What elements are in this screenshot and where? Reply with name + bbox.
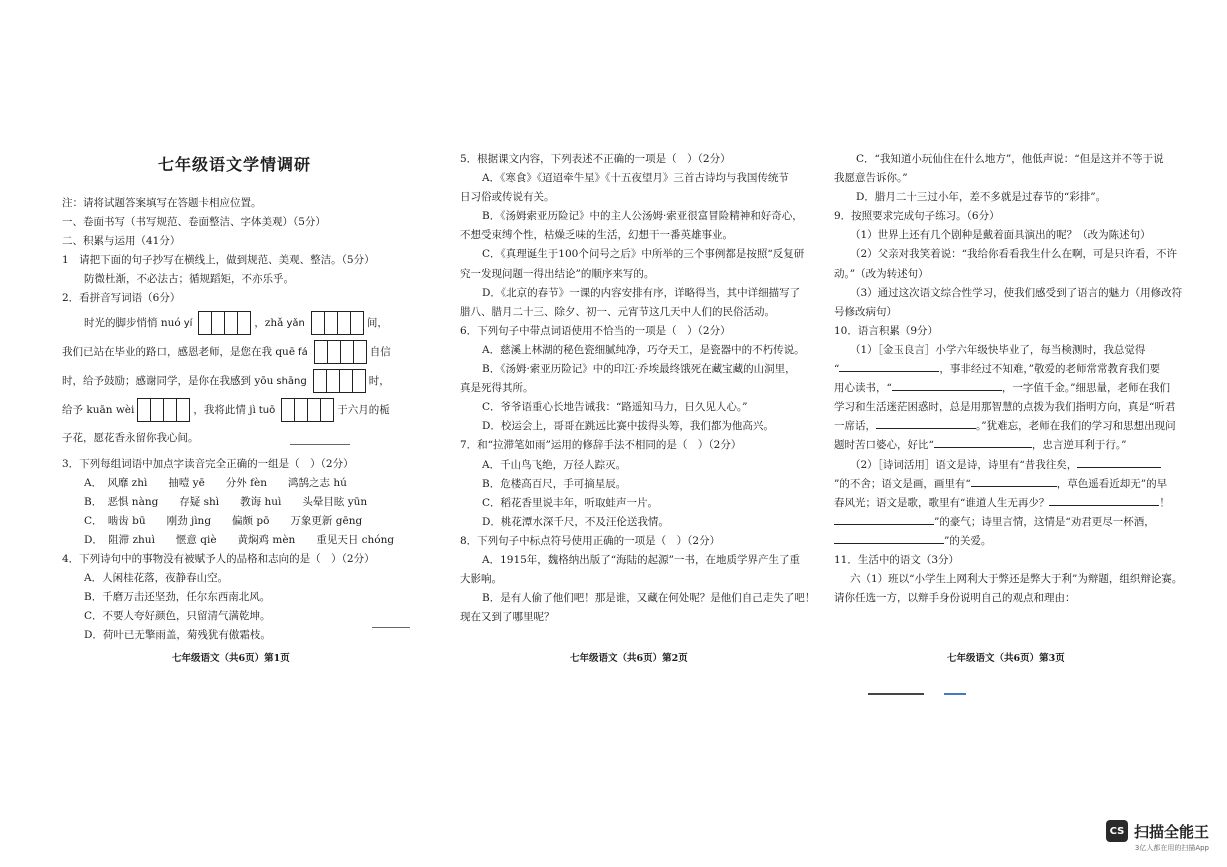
sub-question: （1）世界上还有几个剧种是戴着面具演出的呢？（改为陈述句） <box>850 229 1151 242</box>
answer-boxes[interactable] <box>314 340 367 364</box>
option: C．“我知道小玩仙住在什么地方”，他低声说：“但是这并不等于说 <box>856 153 1164 165</box>
option: B．《汤姆索亚历险记》中的主人公汤姆·索亚很富冒险精神和好奇心， <box>482 210 803 223</box>
fill-line: 学习和生活迷茫困惑时，总是用那智慧的点拨为我们指明方向，真是“听君 <box>834 401 1176 414</box>
scanner-app-watermark <box>1106 820 1209 853</box>
question-3: 3．下列每组词语中加点字读音完全正确的一组是（ ）（2分） <box>62 457 354 470</box>
camscanner-logo-icon: CS <box>1106 820 1128 842</box>
option: A．千山鸟飞绝，万径人踪灭。 <box>482 458 627 471</box>
answer-blank[interactable] <box>839 360 939 372</box>
page-column-3 <box>834 150 1183 608</box>
question-6: 6．下列句子中带点词语使用不恰当的一项是（ ）（2分） <box>460 324 731 337</box>
sub-question-cont: 号修改病句） <box>834 305 897 318</box>
option-cont: 真是死得其所。 <box>460 382 534 395</box>
exam-note: 注：请将试题答案填写在答题卡相应位置。 <box>62 197 262 209</box>
answer-blank[interactable] <box>834 532 944 544</box>
option: A．1915年，魏格纳出版了“海陆的起源”一书，在地质学界产生了重 <box>482 553 801 566</box>
pinyin-line-1: 时光的脚步悄悄 nuó yí ，zhǎ yǎn 间， <box>62 309 407 338</box>
answer-boxes[interactable] <box>311 311 364 335</box>
pinyin-line-3: 时，给予鼓励；感谢同学，是你在我感到 yōu shāng 时， <box>62 367 407 396</box>
fill-line: 题时苦口婆心，好比“ ，忠言逆耳利于行。” <box>834 436 1179 455</box>
sub-question-cont: 动。”（改为转述句） <box>834 267 929 280</box>
option-cont: 日习俗或传说有关。 <box>460 191 555 204</box>
option: D．荷叶已无擎雨盖，菊残犹有傲霜枝。 <box>84 629 271 642</box>
answer-blank[interactable] <box>876 417 976 429</box>
question-4: 4．下列诗句中的事物没有被赋予人的品格和志向的是（ ）（2分） <box>62 553 375 566</box>
section-heading: 一、卷面书写（书写规范、卷面整洁、字体美观）（5分） <box>62 216 326 229</box>
option-cont: 不想受束缚个性，枯燥乏味的生活，幻想干一番英雄事业。 <box>460 229 733 242</box>
option: C． 啮齿 bū 刚劲 jìng 偏颇 pō 万象更新 gēng <box>84 514 363 527</box>
sub-question: （3）通过这次语文综合性学习，使我们感受到了语言的魅力（用修改符 <box>850 286 1183 299</box>
option: B．危楼高百尺，手可摘星辰。 <box>482 477 627 490</box>
fill-line: ”的不舍；语文是画，画里有“ ，草色遥看近却无”的早 <box>834 475 1179 494</box>
option-cont: 腊八、腊月二十三、除夕、初一、元宵节这几天中人们的民俗活动。 <box>460 305 775 318</box>
option: D． 阻滞 zhuì 惬意 qiè 黄焖鸡 mèn 重见天日 chóng <box>84 533 395 546</box>
fill-line: （2）［诗词活用］语文是诗，诗里有“昔我往矣， <box>834 456 1179 475</box>
page-footer: 七年级语文（共6页）第3页 <box>947 653 1065 664</box>
scan-mark <box>868 693 924 695</box>
option-cont: 我愿意告诉你。” <box>834 172 908 185</box>
answer-boxes[interactable] <box>281 398 334 422</box>
option-cont: 大影响。 <box>460 573 502 586</box>
option-cont: 究一发现问题一得出结论”的顺序来写的。 <box>460 267 655 280</box>
page-column-2 <box>460 150 816 627</box>
watermark-tagline: 3亿人都在用的扫描App <box>1134 844 1209 852</box>
option: C．不要人夸好颜色，只留清气满乾坤。 <box>84 610 271 623</box>
question-1-text: 防微杜渐，不必法古；循规蹈矩，不亦乐乎。 <box>84 273 294 286</box>
answer-blank[interactable] <box>971 475 1057 487</box>
sub-question: （1）［金玉良言］小学六年级快毕业了，每当検测时，我总觉得 <box>850 343 1146 356</box>
question-8: 8．下列句子中标点符号使用正确的一项是（ ）（2分） <box>460 534 721 547</box>
fill-line: 一席话， 。”犹难忘，老师在我们的学习和思想出现问 <box>834 417 1179 436</box>
scan-mark <box>290 444 350 445</box>
option: A．慈溪上林湖的秘色瓷细腻纯净，巧夺天工，是瓷器中的不朽传说。 <box>482 343 805 356</box>
pinyin-line-2: 我们已站在毕业的路口，感恩老师，是您在我 quē fá 自信 <box>62 338 407 367</box>
option: D．腊月二十三过小年，差不多就是过春节的“彩排”。 <box>856 191 1107 204</box>
question-5: 5．根据课文内容，下列表述不正确的一项是（ ）（2分） <box>460 153 731 165</box>
option: D．校运会上，哥哥在跳远比赛中拔得头筹，我们都为他高兴。 <box>482 420 774 433</box>
page-title: 七年级语文学情调研 <box>157 155 311 174</box>
question-2: 2．看拼音写词语（6分） <box>62 292 181 305</box>
answer-blank[interactable] <box>934 436 1032 448</box>
answer-blank[interactable] <box>834 513 934 525</box>
answer-boxes[interactable] <box>313 369 366 393</box>
page-column-1 <box>62 150 407 646</box>
fill-line: “ ，事非经过不知难，”敬爱的老师常常教育我们要 <box>834 360 1179 379</box>
option: C．《真理诞生于100个问号之后》中所举的三个事例都是按照“反复研 <box>482 248 805 261</box>
option: D．《北京的春节》一课的内容安排有序，详略得当，其中详细描写了 <box>482 286 801 299</box>
pinyin-line-5: 子花，愿花香永留你我心间。 <box>62 431 199 444</box>
option: C．爷爷语重心长地告诫我：“路遥知马力，日久见人心。” <box>482 401 748 414</box>
question-1: 1 请把下面的句子抄写在横线上，做到规范、美观、整洁。（5分） <box>62 254 375 267</box>
fill-line: ”的豪气；诗里言情，这情是“劝君更尽一杯酒， <box>834 513 1179 532</box>
option: C．稻花香里说丰年，听取蛙声一片。 <box>482 496 659 509</box>
option: A． 风靡 zhì 抽噎 yē 分外 fèn 鸿鹄之志 hú <box>84 476 347 489</box>
option: B．《汤姆·索亚历险记》中的印江·乔埃最终饿死在藏宝藏的山洞里， <box>482 363 796 376</box>
sub-question: （2）父亲对我笑着说：“我给你看看我生什么在啊，可是只许看，不许 <box>850 248 1178 261</box>
option: A．人闲桂花落，夜静春山空。 <box>84 572 229 585</box>
answer-blank[interactable] <box>1077 456 1161 468</box>
option-cont: 现在又到了哪里呢？ <box>460 611 555 624</box>
answer-boxes[interactable] <box>137 398 190 422</box>
question-7: 7．和“拉滞笔如雨”运用的修辞手法不相同的是（ ）（2分） <box>460 439 742 452</box>
fill-line: 春风光；语文是歌，歌里有“谁道人生无再少？ ！ <box>834 494 1179 513</box>
answer-boxes[interactable] <box>198 311 251 335</box>
scan-mark <box>944 693 966 695</box>
question-11: 11．生活中的语文（3分） <box>834 553 960 566</box>
scan-mark <box>372 627 410 628</box>
option: B． 恶惧 nàng 存疑 shì 教诲 huì 头晕目眩 yūn <box>84 495 368 508</box>
answer-blank[interactable] <box>892 379 1002 391</box>
option: A．《寒食》《迢迢牵牛星》《十五夜望月》三首古诗均与我国传统节 <box>482 172 789 185</box>
option: D．桃花潭水深千尺，不及汪伦送我情。 <box>482 515 669 528</box>
fill-line: 用心读书，“ ，一字值千金。”细思量，老师在我们 <box>834 379 1179 398</box>
question-11-text: 六（1）班以“小学生上网利大于弊还是弊大于利”为辩题，组织辩论赛。 <box>850 573 1183 586</box>
option: B．是有人偷了他们吧！那是谁，又藏在何处呢？是他们自己走失了吧！ <box>482 592 816 605</box>
answer-blank[interactable] <box>1049 494 1159 506</box>
pinyin-line-4: 给予 kuān wèi ，我将此情 jì tuō 于六月的栀 <box>62 396 407 425</box>
question-10: 10．语言积累（9分） <box>834 324 939 337</box>
question-9: 9．按照要求完成句子练习。（6分） <box>834 210 1000 223</box>
section-heading: 二、积累与运用（41分） <box>62 235 181 248</box>
page-footer: 七年级语文（共6页）第1页 <box>172 653 290 664</box>
watermark-name: 扫描全能王 <box>1133 822 1209 841</box>
page-footer: 七年级语文（共6页）第2页 <box>570 653 688 664</box>
question-11-text: 请你任选一方，以辩手身份说明自己的观点和理由： <box>834 592 1076 605</box>
fill-line: ”的关爱。 <box>834 532 1179 551</box>
option: B．千磨万击还坚劲，任尔东西南北风。 <box>84 591 271 604</box>
